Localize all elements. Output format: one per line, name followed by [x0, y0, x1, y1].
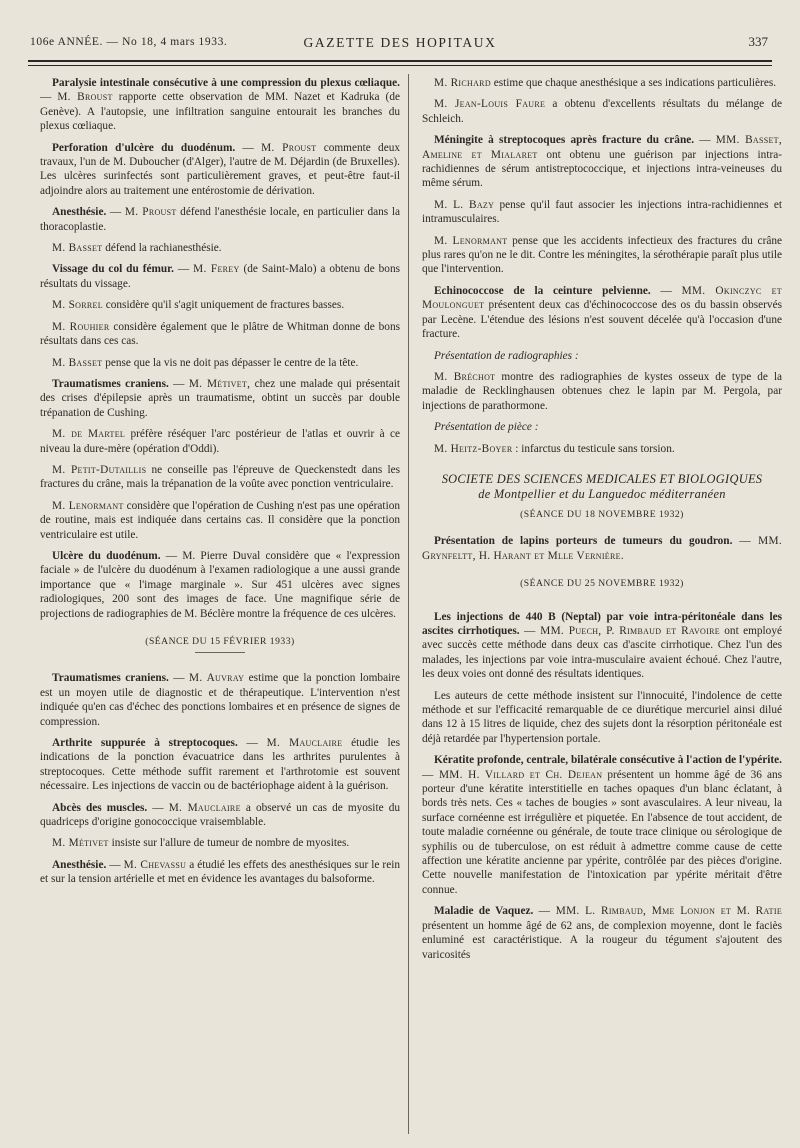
- paragraph: [422, 753, 782, 897]
- author: — MM. H. Villard et Ch. Dejean: [422, 768, 603, 781]
- paragraph: Méningite à streptocoques après fracture du crâne. — MM. Basset, Ameline et Mialaret ont obtenu une guérison par injections intra-rachidiennes de sérum antistreptococcique, et injections intra-veineuses du même sérum.: [422, 134, 782, 190]
- session-date: (SÉANCE DU 18 NOVEMBRE 1932): [520, 508, 684, 520]
- paragraph: [422, 904, 782, 962]
- author: M. Chevassu: [123, 858, 187, 871]
- author: M. Basset: [52, 242, 103, 255]
- author: M. Rouhier: [52, 320, 110, 333]
- paragraph: [422, 534, 782, 563]
- paragraph: [40, 427, 400, 456]
- paragraph-text: a obtenu d'excellents résultats du mélange de Schleich.: [422, 98, 783, 125]
- session-date: [40, 635, 400, 653]
- author: M. Lenormant: [434, 234, 508, 247]
- session-date: [422, 577, 782, 591]
- paragraph-text: défend l'anesthésie locale, en particulier dans la thoracoplastie.: [40, 206, 400, 233]
- header-rule: [28, 60, 772, 62]
- paragraph: Arthrite suppurée à streptocoques. — M. Mauclaire étudie les indications de la ponction évacuatrice dans les arthrites purulentes à streptocoques. Cette méthode suffit rarement et l'arthrotomie est souvent nécessaire. Les injections de vaccin ou de bactériophage aident à la guérison.: [40, 737, 400, 793]
- author: M. Auvray: [189, 672, 245, 685]
- paragraph: [422, 610, 782, 682]
- author: M. Bréchot: [434, 370, 496, 383]
- paragraph: Ulcère du duodénum. — M. Pierre Duval considère que « l'expression faciale » de l'ulcère du duodénum à l'examen radiologique a une aussi grande importance que « l'image marginale ». Sur 451 ulcères avec signes radiologiques, 200 sont des images de face. Une magnifique série de projections de radiographies de M. Béclère montre la fréquence de ces ulcères.: [40, 549, 400, 620]
- topic-title: Vissage du col du fémur.: [52, 263, 174, 276]
- author: M. Heitz-Boyer: [434, 442, 513, 455]
- paragraph: Abcès des muscles. — M. Mauclaire a observé un cas de myosite du quadriceps d'origine gonococcique vraisemblable.: [40, 801, 400, 829]
- paragraph: [422, 689, 782, 747]
- paragraph-text: défend la rachianesthésie.: [105, 242, 222, 255]
- session-rule: [195, 652, 245, 653]
- topic-title: Anesthésie.: [52, 858, 107, 871]
- author: MM. Okinczyc et Moulonguet: [422, 284, 782, 312]
- paragraph-text: ont obtenu une guérison par injections intra-rachidiennes de sérum antistreptococcique, et injections intra-veineuses du même sérum.: [422, 148, 782, 190]
- paragraph-text: : infarctus du testicule sans torsion.: [515, 442, 675, 455]
- author: M. Pierre Duval: [182, 549, 261, 562]
- topic-title: Anesthésie.: [52, 206, 107, 219]
- section-label: Présentation de radiographies :: [434, 349, 579, 362]
- topic-title: Ulcère du duodénum.: [52, 549, 161, 562]
- topic-title: Perforation d'ulcère du duodénum.: [52, 141, 236, 154]
- paragraph-text: commente deux travaux, l'un de M. Duboucher (d'Alger), l'autre de M. Déjardin (de Bruxelles). Les ulcères surinfectés sont particulièrement graves, et peut-être faut-il adjoindre alors au traitement une entérostomie de dérivation.: [40, 141, 401, 197]
- paragraph: [40, 499, 400, 542]
- author: M. Mauclaire: [168, 801, 241, 814]
- paragraph: Perforation d'ulcère du duodénum. — M. Proust commente deux travaux, l'un de M. Duboucher (d'Alger), l'autre de M. Déjardin (de Bruxelles). Les ulcères surinfectés sont particulièrement graves, et peut-être faut-il adjoindre alors au traitement une entérostomie de dérivation.: [40, 141, 401, 197]
- paragraph: [40, 298, 400, 312]
- left-column: [40, 76, 400, 894]
- paragraph: Traumatismes craniens. — M. Auvray estime que la ponction lombaire est un moyen utile de diagnostic et de thérapeutique. L'intervention n'est indiquée qu'en cas d'échec des ponctions lombaires et en présence de signes de compression.: [40, 672, 400, 728]
- paragraph: Echinococcose de la ceinture pelvienne. — MM. Okinczyc et Moulonguet présentent deux cas d'échinococcose des os du bassin observés par Lecène. L'étendue des lésions n'est souvent décelée qu'à l'occasion d'une fracture.: [422, 284, 782, 341]
- paragraph-text: a observé un cas de myosite du quadriceps d'origine gonococcique vraisemblable.: [40, 801, 400, 829]
- paragraph-text: préfère réséquer l'arc postérieur de l'atlas et ouvrir à ce niveau la dure-mère (opération d'Oddi).: [40, 428, 400, 455]
- paragraph-text: a étudié les effets des anesthésiques sur le rein et sur la tension artérielle et met en évidence les avantages du balsoforme.: [40, 858, 400, 886]
- paragraph-text: pense que la vis ne doit pas dépasser le centre de la tête.: [105, 356, 359, 369]
- society-subtitle: de Montpellier et du Languedoc méditerranéen: [478, 486, 726, 501]
- paragraph: [422, 442, 782, 456]
- topic-title: Abcès des muscles.: [52, 801, 148, 814]
- header-rule-thin: [28, 65, 772, 66]
- topic-title: Maladie de Vaquez.: [434, 905, 534, 918]
- journal-title: GAZETTE DES HOPITAUX: [303, 35, 497, 50]
- author: M. Basset: [52, 356, 103, 369]
- society-title: SOCIETE DES SCIENCES MEDICALES ET BIOLOGIQUES: [441, 471, 763, 486]
- topic-title: Echinococcose de la ceinture pelvienne.: [434, 284, 651, 297]
- paragraph-text: présentent deux cas d'échinococcose des os du bassin observés par Lecène. L'étendue des lésions n'est souvent décelée qu'à l'occasion d'une fracture.: [422, 299, 782, 341]
- author: M. L. Bazy: [434, 198, 495, 211]
- author: M. Mauclaire: [266, 737, 343, 750]
- paragraph-text: ont employé avec succès cette méthode dans deux cas d'ascite cirrhotique. Chez l'un des malades, les injections par voie intra-musculaire avaient échoué. Chez l'autre, les deux voies ont donné des résultats identiques.: [422, 624, 782, 681]
- author: M. Sorrel: [52, 299, 103, 312]
- author: M. de Martel: [52, 428, 126, 441]
- topic-title: Arthrite suppurée à streptocoques.: [52, 737, 238, 750]
- column-divider: [408, 74, 409, 1134]
- paragraph: [40, 241, 400, 255]
- paragraph: [422, 198, 782, 227]
- paragraph: [40, 836, 400, 850]
- topic-title: Traumatismes craniens.: [52, 672, 169, 685]
- paragraph-text: considère que « l'expression faciale » de l'ulcère du duodénum à l'examen radiologique a une aussi grande importance que « l'image marginale ». Sur 451 ulcères avec signes radiologiques, 200 sont des images de face. Une magnifique série de projections de radiographies de M. Béclère montre la fréquence de ces ulcères.: [40, 549, 400, 620]
- paragraph: Anesthésie. — M. Proust défend l'anesthésie locale, en particulier dans la thoracoplastie.: [40, 206, 400, 233]
- author: M. Métivet: [52, 837, 109, 850]
- paragraph-text: insiste sur l'allure de tumeur de nombre de myosites.: [111, 837, 350, 850]
- page-number: 337: [748, 34, 768, 49]
- session-date-text: (SÉANCE DU 25 NOVEMBRE 1932): [520, 578, 684, 590]
- page-header: [30, 30, 770, 56]
- topic-title: Paralysie intestinale consécutive à une compression du plexus cœliaque.: [52, 77, 400, 89]
- paragraph-text: estime que chaque anesthésique a ses indications particulières.: [493, 77, 777, 89]
- topic-title: Traumatismes craniens.: [52, 377, 169, 390]
- paragraph-text: ne conseille pas l'épreuve de Queckenstedt dans les fractures du crâne, mais la trépanation de la voûte avec ponction ventriculaire.: [40, 463, 401, 491]
- author: M. Proust: [124, 206, 177, 219]
- paragraph: Anesthésie. — M. Chevassu a étudié les effets des anesthésiques sur le rein et sur la tension artérielle et met en évidence les avantages du balsoforme.: [40, 858, 400, 886]
- paragraph: [422, 76, 782, 90]
- right-column: [422, 76, 782, 969]
- paragraph: [422, 234, 782, 277]
- paragraph-text: rapporte cette observation de MM. Nazet et Kadruka (de Genève). A l'autopsie, une infiltration sanguine entourait les branches du plexus cœliaque.: [40, 91, 400, 133]
- paragraph-text: présentent un homme âgé de 62 ans, de complexion moyenne, dont le faciès enluminé est caractéristique. A la rougeur du tégument s'ajoutent des varicosités: [422, 919, 782, 961]
- society-heading: [422, 472, 782, 502]
- paragraph-text: montre des radiographies de kystes osseux de type de la maladie de Recklinghausen obtenues chez le lapin par M. Pergola, par injections de parathormone.: [422, 370, 782, 412]
- topic-title: Les injections de 440 B (Neptal) par voie intra-péritonéale dans les ascites cirrhotiques.: [422, 610, 782, 637]
- paragraph-text: considère que l'opération de Cushing n'est pas une opération de routine, mais est indiquée dans certains cas. Il considère que la ponction ventriculaire est utile.: [40, 499, 401, 541]
- paragraph-text: estime que la ponction lombaire est un moyen utile de diagnostic et de thérapeutique. L'intervention n'est indiquée qu'en cas d'échec des ponctions lombaires et en présence de signes de compression.: [40, 672, 400, 728]
- author: M. Jean-Louis Faure: [434, 98, 546, 111]
- section-label: Présentation de pièce :: [434, 421, 539, 434]
- author: M. Ferey: [193, 263, 240, 276]
- author: M. Proust: [261, 141, 317, 154]
- paragraph-text: présentent un homme âgé de 36 ans porteur d'une kératite interstitielle en taches opaques d'un blanc éclatant, à bords très nets. Ces « taches de bougies » sont avasculaires. A leur niveau, la surface cornéenne est irrégulière et piquetée. En l'absence de tout accident, de toute maladie cornéenne ou générale, de toute trace clinique ou sérologique de syphilis ou de tuberculose, on est réduit à admettre comme cause de cette affection une kératite ancienne par ypérite, contrôlée par des pièces d'origine. Cette nouvelle manifestation de l'intoxication par ypérite méritait d'être connue.: [422, 768, 782, 896]
- paragraph-text: (de Saint-Malo) a obtenu de bons résultats du vissage.: [40, 263, 401, 290]
- paragraph: Paralysie intestinale consécutive à une compression du plexus cœliaque. — M. Broust rapporte cette observation de MM. Nazet et Kadruka (de Genève). A l'autopsie, une infiltration sanguine entourait les branches du plexus cœliaque.: [40, 77, 400, 133]
- paragraph: Traumatismes craniens. — M. Métivet, chez une malade qui présentait des crises d'épilepsie après un traumatisme, obtint un succès par double trépanation de Cushing.: [40, 377, 401, 419]
- paragraph-text: Les auteurs de cette méthode insistent sur l'innocuité, l'indolence de cette méthode et sur l'efficacité remarquable de ce diurétique mercuriel ainsi dilué dans 12 à 15 litres de liquide, chez des sujets dont la résorption péritonéale est déjà retardée par l'hypertension portale.: [422, 689, 782, 745]
- author: MM. Basset, Ameline et Mialaret: [422, 134, 782, 161]
- author: M. Broust: [57, 91, 113, 104]
- paragraph-text: chez une malade qui présentait des crises d'épilepsie après un traumatisme, obtint un succès par double trépanation de Cushing.: [40, 377, 401, 419]
- paragraph: Vissage du col du fémur. — M. Ferey (de Saint-Malo) a obtenu de bons résultats du vissage.: [40, 263, 401, 290]
- paragraph-text: considère qu'il s'agit uniquement de fractures basses.: [105, 299, 345, 312]
- topic-title: Présentation de lapins porteurs de tumeurs du goudron.: [434, 535, 733, 548]
- author: M. Petit-Dutaillis: [52, 463, 147, 476]
- author: M. Métivet,: [188, 377, 251, 390]
- paragraph-text: pense que les accidents infectieux des fractures du crâne plus rares qu'on ne le dit. Contre les méningites, la sérothérapie paraît plus utile que l'intervention.: [422, 234, 783, 276]
- paragraph: [40, 356, 400, 370]
- author: M. Lenormant: [52, 499, 124, 512]
- session-date-text: (SÉANCE DU 15 FÉVRIER 1933): [145, 636, 295, 647]
- paragraph-text: étudie les indications de la ponction évacuatrice dans les arthrites purulentes à streptocoques. Cette méthode suffit rarement et l'arthrotomie est souvent nécessaire. Les injections de vaccin ou de bactériophage aident à la guérison.: [40, 737, 400, 793]
- author: — MM. Puech, P. Rimbaud et Ravoire: [523, 624, 720, 637]
- paragraph-text: pense qu'il faut associer les injections intra-rachidiennes et intramusculaires.: [422, 198, 782, 226]
- issue-info: 106e ANNÉE. — No 18, 4 mars 1933.: [30, 36, 228, 48]
- paragraph-text: considère également que le plâtre de Whitman donne de bons résultats dans ces cas.: [40, 320, 400, 348]
- author: — MM. Grynfeltt, H. Harant et Mlle Vernière.: [422, 535, 782, 562]
- paragraph: [40, 320, 400, 349]
- topic-title: Kératite profonde, centrale, bilatérale consécutive à l'action de l'ypérite.: [434, 754, 782, 767]
- paragraph: [422, 97, 782, 126]
- paragraph: [40, 463, 400, 492]
- topic-title: Méningite à streptocoques après fracture du crâne.: [434, 134, 695, 147]
- author: M. Richard: [434, 77, 491, 89]
- author: — MM. L. Rimbaud, Mme Lonjon et M. Ratie: [538, 905, 783, 918]
- paragraph: [422, 370, 782, 413]
